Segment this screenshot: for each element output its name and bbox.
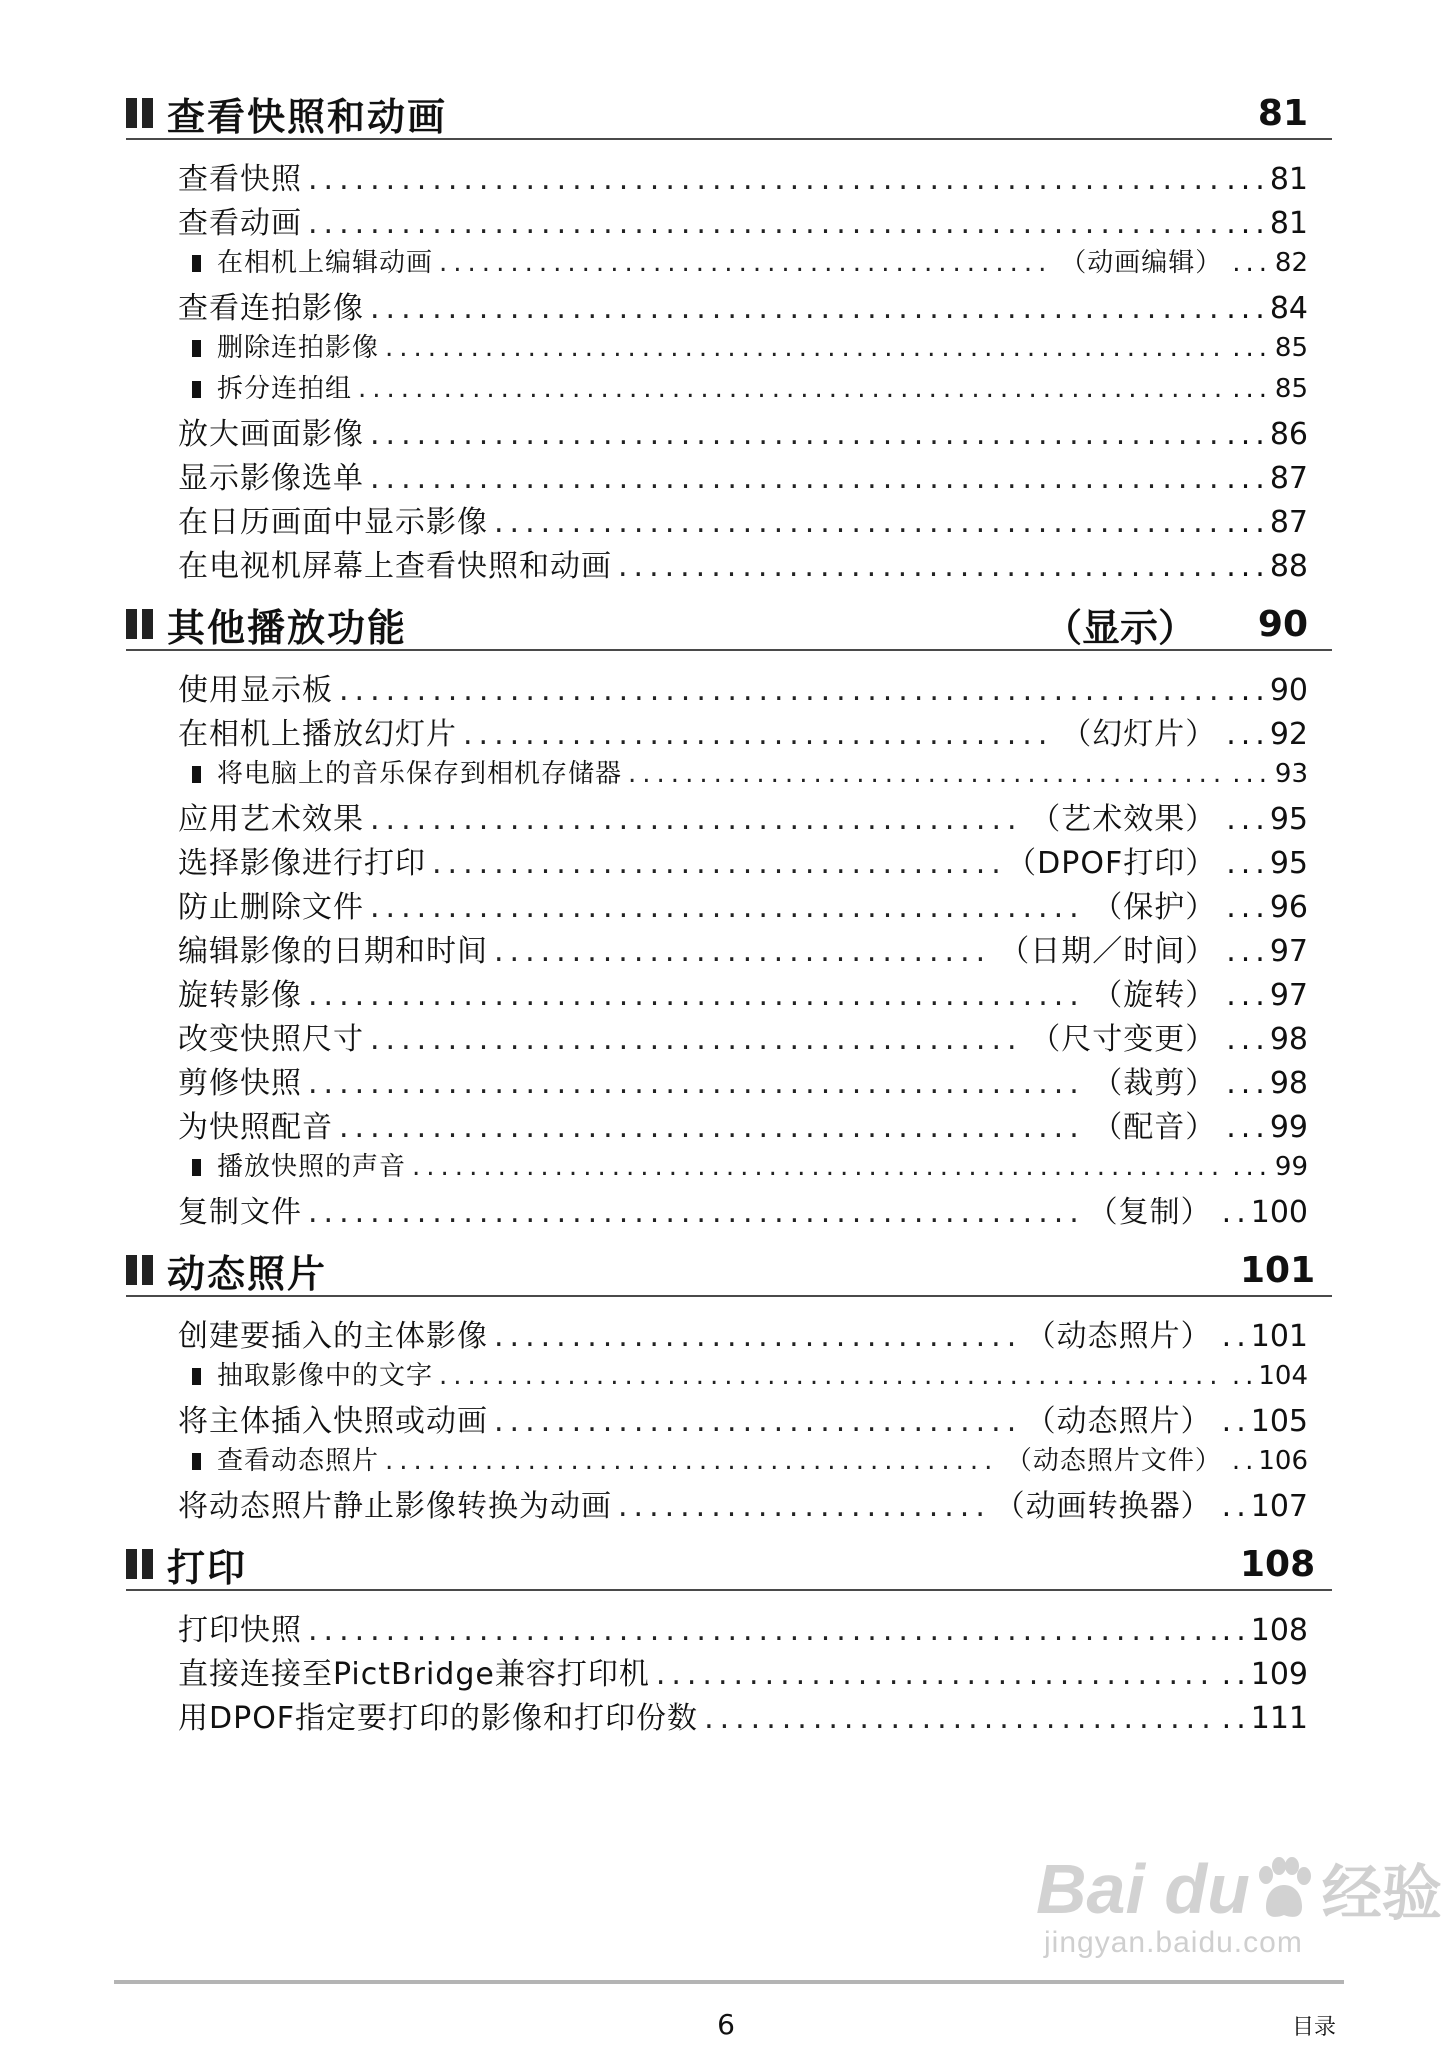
toc-entry xyxy=(126,1693,1332,1737)
dot-leader-short: ... xyxy=(1226,505,1270,540)
entry-label: 查看连拍影像 xyxy=(178,291,364,326)
dot-leader-short: ... xyxy=(1226,846,1270,881)
dot-leader-short: ... xyxy=(1226,1022,1270,1057)
section-heading xyxy=(126,1539,1332,1591)
dot-leader-short: .. xyxy=(1221,1701,1251,1736)
entry-note: （动画转换器） xyxy=(994,1489,1212,1524)
entry-page-number: 82 xyxy=(1274,248,1308,278)
entry-note: （日期／时间） xyxy=(999,934,1217,969)
dot-leader xyxy=(463,717,1055,752)
dot-leader xyxy=(494,1404,1020,1439)
toc-entry xyxy=(126,709,1332,753)
entry-note: （复制） xyxy=(1087,1195,1212,1230)
toc-entry xyxy=(126,1187,1332,1231)
entry-label: 旋转影像 xyxy=(178,978,302,1013)
section-page-number: 81 xyxy=(1257,92,1308,134)
entry-page-number: 86 xyxy=(1269,417,1308,452)
dot-leader xyxy=(308,1066,1086,1101)
dot-leader xyxy=(308,1195,1082,1230)
entry-label: 将动态照片静止影像转换为动画 xyxy=(178,1489,612,1524)
dot-leader-short: .. xyxy=(1221,1613,1251,1648)
dot-leader xyxy=(628,759,1226,789)
entry-note: （DPOF打印） xyxy=(1006,846,1217,881)
dot-leader-short: ... xyxy=(1232,759,1272,789)
entry-page-number: 84 xyxy=(1269,291,1308,326)
entry-label: 防止删除文件 xyxy=(178,890,364,925)
entry-page-number: 105 xyxy=(1250,1404,1308,1439)
section-marker-icon xyxy=(126,1255,153,1285)
dot-leader-short: ... xyxy=(1226,890,1270,925)
entry-page-number: 87 xyxy=(1269,461,1308,496)
entry-note: （幻灯片） xyxy=(1061,717,1217,752)
entry-label: 在电视机屏幕上查看快照和动画 xyxy=(178,549,612,584)
watermark xyxy=(1036,1846,1442,1960)
entry-page-number: 104 xyxy=(1258,1361,1308,1391)
entry-label: 创建要插入的主体影像 xyxy=(178,1319,488,1354)
paw-icon xyxy=(1254,1857,1312,1921)
entry-page-number: 81 xyxy=(1269,206,1308,241)
dot-leader-short: ... xyxy=(1232,374,1272,404)
dot-leader xyxy=(370,1022,1024,1057)
dot-leader xyxy=(370,890,1086,925)
dot-leader xyxy=(494,1319,1020,1354)
toc-entry xyxy=(126,882,1332,926)
entry-page-number: 98 xyxy=(1269,1066,1308,1101)
dot-leader-short: ... xyxy=(1232,1152,1272,1182)
entry-page-number: 101 xyxy=(1250,1319,1308,1354)
dot-leader-short: ... xyxy=(1226,1066,1270,1101)
toc-entry xyxy=(126,409,1332,453)
entry-page-number: 95 xyxy=(1269,802,1308,837)
section-heading xyxy=(126,1245,1332,1297)
dot-leader xyxy=(656,1657,1216,1692)
entry-note: （艺术效果） xyxy=(1030,802,1217,837)
entry-label: 用DPOF指定要打印的影像和打印份数 xyxy=(178,1701,699,1736)
entry-note: （动画编辑） xyxy=(1060,248,1223,278)
entry-page-number: 107 xyxy=(1250,1489,1308,1524)
dot-leader-short: ... xyxy=(1232,248,1272,278)
entry-label: 为快照配音 xyxy=(178,1110,333,1145)
toc-entry xyxy=(126,926,1332,970)
toc-entry xyxy=(126,198,1332,242)
toc-entry xyxy=(126,665,1332,709)
watermark-url: jingyan.baidu.com xyxy=(1044,1926,1303,1959)
entry-label: 直接连接至PictBridge兼容打印机 xyxy=(178,1657,650,1692)
section-title: 打印 xyxy=(167,1545,248,1590)
toc-entry xyxy=(126,838,1332,882)
footer-section-label: 目录 xyxy=(1291,2015,1336,2040)
entry-page-number: 92 xyxy=(1269,717,1308,752)
dot-leader-short: ... xyxy=(1226,162,1270,197)
entry-label: 在相机上播放幻灯片 xyxy=(178,717,457,752)
bullet-icon xyxy=(192,1453,201,1470)
entry-note: （保护） xyxy=(1092,890,1217,925)
toc xyxy=(126,88,1332,1751)
entry-note: （动态照片） xyxy=(1025,1319,1212,1354)
entry-label: 应用艺术效果 xyxy=(178,802,364,837)
dot-leader-short: ... xyxy=(1226,934,1270,969)
toc-entry xyxy=(126,497,1332,541)
section-page-number: 101 xyxy=(1240,1249,1316,1291)
entry-page-number: 85 xyxy=(1274,333,1308,363)
dot-leader xyxy=(339,673,1220,708)
dot-leader-short: ... xyxy=(1226,549,1270,584)
toc-entry xyxy=(126,1649,1332,1693)
footer-divider xyxy=(114,1980,1344,1984)
dot-leader-short: .. xyxy=(1221,1489,1251,1524)
toc-entry xyxy=(126,453,1332,497)
dot-leader-short: ... xyxy=(1232,333,1272,363)
toc-entry xyxy=(126,1481,1332,1525)
entry-label: 在日历画面中显示影像 xyxy=(178,505,488,540)
dot-leader xyxy=(385,1446,1000,1476)
dot-leader-short: ... xyxy=(1226,461,1270,496)
dot-leader xyxy=(370,291,1220,326)
entry-label: 剪修快照 xyxy=(178,1066,302,1101)
section-marker-icon xyxy=(126,609,153,639)
entry-page-number: 106 xyxy=(1258,1446,1308,1476)
entry-label: 播放快照的声音 xyxy=(217,1152,407,1182)
entry-label: 拆分连拍组 xyxy=(217,374,353,404)
section-heading xyxy=(126,599,1332,651)
entry-label: 编辑影像的日期和时间 xyxy=(178,934,488,969)
dot-leader-short: ... xyxy=(1226,1110,1270,1145)
bullet-icon xyxy=(192,381,201,398)
dot-leader-short: .. xyxy=(1221,1319,1251,1354)
entry-page-number: 95 xyxy=(1269,846,1308,881)
entry-page-number: 81 xyxy=(1269,162,1308,197)
bullet-icon xyxy=(192,1368,201,1385)
entry-label: 查看动画 xyxy=(178,206,302,241)
entry-label: 删除连拍影像 xyxy=(217,333,380,363)
entry-label: 显示影像选单 xyxy=(178,461,364,496)
dot-leader xyxy=(308,162,1220,197)
entry-page-number: 97 xyxy=(1269,978,1308,1013)
toc-subentry xyxy=(126,1146,1332,1187)
toc-subentry xyxy=(126,368,1332,409)
dot-leader xyxy=(385,333,1226,363)
dot-leader xyxy=(432,846,1000,881)
dot-leader xyxy=(439,1361,1226,1391)
entry-page-number: 98 xyxy=(1269,1022,1308,1057)
dot-leader xyxy=(618,1489,989,1524)
entry-label: 复制文件 xyxy=(178,1195,302,1230)
toc-entry xyxy=(126,1102,1332,1146)
toc-entry xyxy=(126,154,1332,198)
section-note: （显示） xyxy=(1043,605,1196,650)
toc-entry xyxy=(126,1058,1332,1102)
dot-leader xyxy=(358,374,1226,404)
toc-subentry xyxy=(126,753,1332,794)
toc-subentry xyxy=(126,242,1332,283)
entry-label: 将电脑上的音乐保存到相机存储器 xyxy=(217,759,623,789)
entry-page-number: 99 xyxy=(1269,1110,1308,1145)
section-title: 动态照片 xyxy=(167,1251,328,1296)
dot-leader-short: .. xyxy=(1221,1657,1251,1692)
watermark-logo-text: Bai du xyxy=(1036,1850,1250,1928)
entry-note: （动态照片文件） xyxy=(1005,1446,1222,1476)
entry-page-number: 109 xyxy=(1250,1657,1308,1692)
entry-label: 将主体插入快照或动画 xyxy=(178,1404,488,1439)
dot-leader xyxy=(308,206,1220,241)
watermark-brand: 经验 xyxy=(1321,1860,1442,1927)
dot-leader xyxy=(494,505,1220,540)
bullet-icon xyxy=(192,340,201,357)
dot-leader-short: ... xyxy=(1226,717,1270,752)
entry-page-number: 88 xyxy=(1269,549,1308,584)
entry-note: （配音） xyxy=(1092,1110,1217,1145)
entry-page-number: 85 xyxy=(1274,374,1308,404)
entry-page-number: 87 xyxy=(1269,505,1308,540)
section-page-number: 108 xyxy=(1240,1543,1316,1585)
bullet-icon xyxy=(192,766,201,783)
dot-leader xyxy=(370,461,1220,496)
entry-label: 查看动态照片 xyxy=(217,1446,380,1476)
dot-leader-short: ... xyxy=(1226,291,1270,326)
dot-leader xyxy=(439,248,1054,278)
toc-entry xyxy=(126,1311,1332,1355)
entry-page-number: 108 xyxy=(1250,1613,1308,1648)
section-title: 其他播放功能 xyxy=(167,605,408,650)
dot-leader-short: ... xyxy=(1226,206,1270,241)
toc-section xyxy=(126,599,1332,1231)
entry-note: （旋转） xyxy=(1092,978,1217,1013)
entry-page-number: 96 xyxy=(1269,890,1308,925)
entry-page-number: 99 xyxy=(1274,1152,1308,1182)
entry-label: 放大画面影像 xyxy=(178,417,364,452)
section-page-number: 90 xyxy=(1257,603,1308,645)
toc-section xyxy=(126,88,1332,585)
entry-note: （尺寸变更） xyxy=(1030,1022,1217,1057)
dot-leader xyxy=(618,549,1220,584)
toc-subentry xyxy=(126,327,1332,368)
dot-leader xyxy=(412,1152,1226,1182)
toc-subentry xyxy=(126,1440,1332,1481)
entry-page-number: 93 xyxy=(1274,759,1308,789)
entry-label: 改变快照尺寸 xyxy=(178,1022,364,1057)
dot-leader xyxy=(308,978,1086,1013)
entry-label: 在相机上编辑动画 xyxy=(217,248,434,278)
toc-section xyxy=(126,1245,1332,1525)
dot-leader-short: .. xyxy=(1231,1446,1259,1476)
dot-leader-short: .. xyxy=(1231,1361,1259,1391)
dot-leader-short: .. xyxy=(1221,1404,1251,1439)
toc-entry xyxy=(126,1605,1332,1649)
bullet-icon xyxy=(192,255,201,272)
dot-leader-short: ... xyxy=(1226,417,1270,452)
entry-page-number: 90 xyxy=(1269,673,1308,708)
dot-leader-short: ... xyxy=(1226,802,1270,837)
section-heading xyxy=(126,88,1332,140)
dot-leader-short: .. xyxy=(1221,1195,1251,1230)
entry-label: 查看快照 xyxy=(178,162,302,197)
entry-label: 抽取影像中的文字 xyxy=(217,1361,434,1391)
toc-entry xyxy=(126,794,1332,838)
dot-leader xyxy=(308,1613,1216,1648)
entry-page-number: 111 xyxy=(1250,1701,1308,1736)
dot-leader-short: ... xyxy=(1226,673,1270,708)
entry-label: 使用显示板 xyxy=(178,673,333,708)
section-marker-icon xyxy=(126,1549,153,1579)
dot-leader xyxy=(339,1110,1086,1145)
toc-subentry xyxy=(126,1355,1332,1396)
toc-entry xyxy=(126,1014,1332,1058)
entry-page-number: 100 xyxy=(1250,1195,1308,1230)
entry-label: 选择影像进行打印 xyxy=(178,846,426,881)
dot-leader xyxy=(370,802,1024,837)
toc-section xyxy=(126,1539,1332,1737)
entry-label: 打印快照 xyxy=(178,1613,302,1648)
section-marker-icon xyxy=(126,98,153,128)
dot-leader xyxy=(704,1701,1216,1736)
dot-leader xyxy=(494,934,993,969)
entry-note: （动态照片） xyxy=(1025,1404,1212,1439)
entry-note: （裁剪） xyxy=(1092,1066,1217,1101)
bullet-icon xyxy=(192,1159,201,1176)
toc-entry xyxy=(126,970,1332,1014)
toc-entry xyxy=(126,541,1332,585)
entry-page-number: 97 xyxy=(1269,934,1308,969)
toc-entry xyxy=(126,1396,1332,1440)
section-title: 查看快照和动画 xyxy=(167,94,448,139)
toc-entry xyxy=(126,283,1332,327)
page-number: 6 xyxy=(717,2008,735,2041)
dot-leader xyxy=(370,417,1220,452)
dot-leader-short: ... xyxy=(1226,978,1270,1013)
